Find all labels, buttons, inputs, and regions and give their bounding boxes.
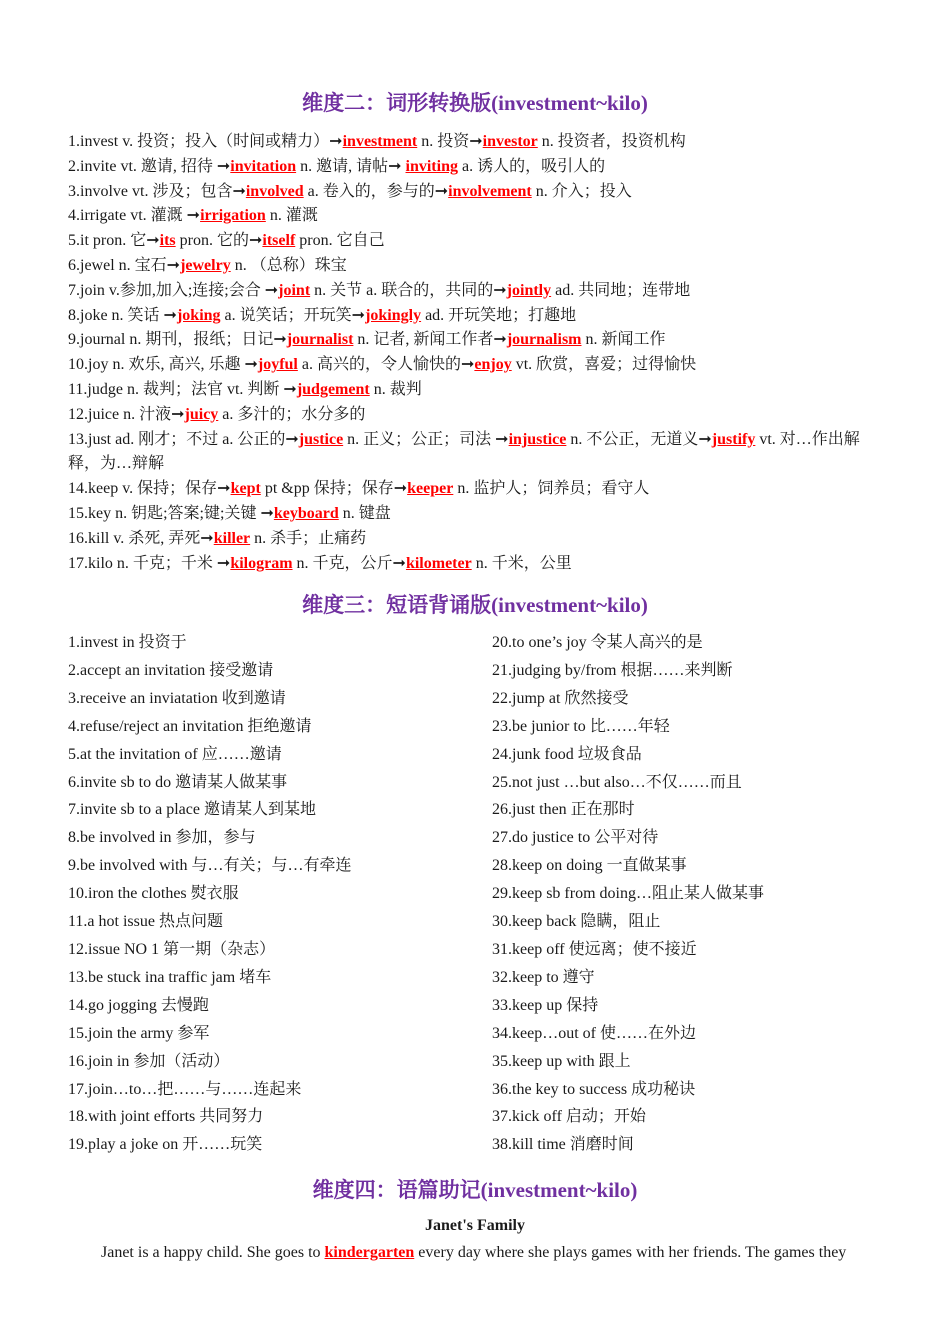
highlight-word: kilometer <box>405 554 472 572</box>
text-segment: Janet is a happy child. She goes to <box>101 1244 325 1261</box>
highlight-word: judgement <box>296 380 370 398</box>
highlight-word: involved <box>245 182 304 200</box>
phrase-item: 2.accept an invitation 接受邀请 <box>68 661 274 679</box>
text-segment: every day where she plays games with her friends. The games they <box>414 1244 847 1261</box>
word-form-line <box>68 130 888 155</box>
text-segment: a. 诱人的，吸引人的 <box>457 157 606 175</box>
highlight-word: juicy <box>184 405 219 423</box>
section-heading-phrases: 维度三：短语背诵版(investment~kilo) <box>302 593 648 617</box>
text-segment: pt &pp 保持；保存➞ <box>260 480 408 498</box>
phrase-item: 16.join in 参加（活动） <box>68 1052 230 1070</box>
highlight-word: keyboard <box>273 504 339 522</box>
text-segment: n. 千米，公里 <box>471 554 572 572</box>
phrase-item: 31.keep off 使远离；使不接近 <box>492 940 697 958</box>
phrase-item: 20.to one’s joy 令某人高兴的是 <box>492 634 703 651</box>
text-segment: n. 裁判 <box>369 380 422 398</box>
phrase-item: 36.the key to success 成功秘诀 <box>492 1080 696 1098</box>
text-segment: n. 正义；公正；司法 ➞ <box>343 430 509 448</box>
phrase-item: 1.invest in 投资于 <box>68 634 187 651</box>
text-segment: n. 关节 a. 联合的，共同的➞ <box>310 281 507 299</box>
phrase-item: 24.junk food 垃圾食品 <box>492 745 642 763</box>
passage-text <box>68 1241 888 1265</box>
text-segment: a. 说笑话；开玩笑➞ <box>220 306 366 324</box>
highlight-word: irrigation <box>200 207 266 225</box>
phrases-column-left <box>68 629 488 1159</box>
highlight-word: investor <box>482 133 538 150</box>
text-segment: n. 键盘 <box>338 504 391 522</box>
phrase-item: 3.receive an inviatation 收到邀请 <box>68 689 286 707</box>
text-segment: a. 多汁的；水分多的 <box>218 405 366 423</box>
phrase-item: 32.keep to 遵守 <box>492 968 595 986</box>
phrase-item: 37.kick off 启动；开始 <box>492 1108 646 1126</box>
phrase-item: 14.go jogging 去慢跑 <box>68 996 209 1014</box>
phrase-item: 30.keep back 隐瞒，阻止 <box>492 913 661 931</box>
text-segment: 10.joy n. 欢乐, 高兴, 乐趣 ➞ <box>68 356 258 374</box>
text-segment: 4.irrigate vt. 灌溉 ➞ <box>68 207 201 225</box>
phrase-item: 29.keep sb from doing…阻止某人做某事 <box>492 885 764 903</box>
phrase-item: 35.keep up with 跟上 <box>492 1052 631 1070</box>
word-form-line <box>68 328 888 353</box>
phrase-item: 4.refuse/reject an invitation 拒绝邀请 <box>68 717 312 735</box>
text-segment: a. 高兴的，令人愉快的➞ <box>297 356 475 374</box>
phrase-item: 21.judging by/from 根据……来判断 <box>492 661 733 679</box>
highlight-word: justice <box>298 430 344 448</box>
highlight-word: justify <box>711 430 756 448</box>
highlight-word: inviting <box>405 157 458 175</box>
text-segment: 7.join v.参加,加入;连接;会合 ➞ <box>68 281 279 299</box>
text-segment: 9.journal n. 期刊，报纸；日记➞ <box>68 331 287 349</box>
phrase-item: 25.not just …but also…不仅……而且 <box>492 773 742 791</box>
phrase-item: 5.at the invitation of 应……邀请 <box>68 745 282 763</box>
phrase-item: 33.keep up 保持 <box>492 996 599 1014</box>
phrase-item: 10.iron the clothes 熨衣服 <box>68 885 239 903</box>
section-heading-word-forms: 维度二：词形转换版(investment~kilo) <box>302 91 648 115</box>
highlight-word: joint <box>278 281 311 299</box>
word-form-line <box>68 279 888 304</box>
phrase-item: 19.play a joke on 开……玩笑 <box>68 1136 263 1154</box>
word-form-line <box>68 353 888 378</box>
phrase-item: 11.a hot issue 热点问题 <box>68 913 223 931</box>
text-segment: 6.jewel n. 宝石➞ <box>68 256 181 274</box>
text-segment: 15.key n. 钥匙;答案;键;关键 ➞ <box>68 504 274 522</box>
highlight-word: kindergarten <box>324 1244 415 1261</box>
phrase-item: 18.with joint efforts 共同努力 <box>68 1108 264 1126</box>
highlight-word: joking <box>176 306 221 324</box>
phrase-item: 13.be stuck ina traffic jam 堵车 <box>68 968 272 986</box>
text-segment: vt. 欣赏，喜爱；过得愉快 <box>511 356 697 374</box>
phrase-item: 34.keep…out of 使……在外边 <box>492 1024 696 1042</box>
highlight-word: jewelry <box>180 256 231 274</box>
word-form-line <box>68 378 888 403</box>
text-segment: n. 新闻工作 <box>581 331 666 349</box>
phrase-item: 27.do justice to 公平对待 <box>492 829 659 847</box>
word-form-line <box>68 527 888 552</box>
text-segment: ad. 共同地；连带地 <box>551 281 691 299</box>
phrases-column-right <box>492 629 912 1159</box>
text-segment: 3.involve vt. 涉及；包含➞ <box>68 182 246 200</box>
text-segment: n. 邀请, 请帖➞ <box>296 157 406 175</box>
text-segment: a. 卷入的，参与的➞ <box>303 182 449 200</box>
highlight-word: joyful <box>257 356 298 374</box>
text-segment: n. 监护人；饲养员；看守人 <box>453 480 650 498</box>
word-form-line <box>68 502 888 527</box>
highlight-word: itself <box>262 232 296 250</box>
phrase-item: 28.keep on doing 一直做某事 <box>492 857 687 875</box>
text-segment: n. 灌溉 <box>265 207 318 225</box>
text-segment: 12.juice n. 汁液➞ <box>68 405 185 423</box>
text-segment: n. 千克，公斤➞ <box>292 554 406 572</box>
text-segment: n. 介入；投入 <box>531 182 632 200</box>
highlight-word: jokingly <box>365 306 422 324</box>
text-segment: pron. 它的➞ <box>175 232 263 250</box>
highlight-word: involvement <box>448 182 532 200</box>
word-form-line <box>68 229 888 254</box>
text-segment: ad. 开玩笑地；打趣地 <box>421 306 577 324</box>
text-segment: 13.just ad. 刚才；不过 a. 公正的➞ <box>68 430 299 448</box>
highlight-word: investment <box>342 133 418 150</box>
word-form-line <box>68 552 888 577</box>
phrase-item: 6.invite sb to do 邀请某人做某事 <box>68 773 288 791</box>
text-segment: 11.judge n. 裁判；法官 vt. 判断 ➞ <box>68 380 297 398</box>
text-segment: n. 杀手；止痛药 <box>250 529 367 547</box>
phrase-item: 9.be involved with 与…有关；与…有牵连 <box>68 857 352 875</box>
word-form-line <box>68 428 888 478</box>
highlight-word: journalism <box>506 331 582 349</box>
text-segment: n. 投资者，投资机构 <box>537 133 686 150</box>
word-form-line <box>68 403 888 428</box>
highlight-word: kilogram <box>230 554 293 572</box>
phrase-item: 7.invite sb to a place 邀请某人到某地 <box>68 801 316 819</box>
word-form-line <box>68 204 888 229</box>
highlight-word: journalist <box>286 331 354 349</box>
text-segment: n. （总称）珠宝 <box>230 256 347 274</box>
text-segment: n. 记者, 新闻工作者➞ <box>353 331 507 349</box>
passage-title: Janet's Family <box>425 1217 525 1234</box>
text-segment: 5.it pron. 它➞ <box>68 232 160 250</box>
highlight-word: enjoy <box>474 356 512 374</box>
phrase-item: 26.just then 正在那时 <box>492 801 635 819</box>
word-forms-list <box>68 130 888 576</box>
word-form-line <box>68 477 888 502</box>
highlight-word: killer <box>213 529 251 547</box>
word-form-line <box>68 304 888 329</box>
text-segment: pron. 它自己 <box>295 232 385 250</box>
highlight-word: invitation <box>230 157 297 175</box>
phrase-item: 38.kill time 消磨时间 <box>492 1136 634 1154</box>
text-segment: 16.kill v. 杀死, 弄死➞ <box>68 529 214 547</box>
text-segment: vt. 对…作出解释，为…辩解 <box>68 430 860 473</box>
phrase-item: 23.be junior to 比……年轻 <box>492 717 670 735</box>
highlight-word: keeper <box>407 480 454 498</box>
text-segment: 17.kilo n. 千克；千米 ➞ <box>68 554 231 572</box>
phrase-item: 15.join the army 参军 <box>68 1024 210 1042</box>
text-segment: 1.invest v. 投资；投入（时间或精力）➞ <box>68 133 343 150</box>
text-segment: n. 不公正，无道义➞ <box>566 430 712 448</box>
text-segment: 2.invite vt. 邀请, 招待 ➞ <box>68 157 231 175</box>
highlight-word: injustice <box>508 430 567 448</box>
text-segment: 14.keep v. 保持；保存➞ <box>68 480 231 498</box>
highlight-word: its <box>159 232 176 250</box>
highlight-word: kept <box>230 480 261 498</box>
text-segment: 8.joke n. 笑话 ➞ <box>68 306 177 324</box>
phrase-item: 17.join…to…把……与……连起来 <box>68 1080 302 1098</box>
word-form-line <box>68 180 888 205</box>
text-segment: n. 投资➞ <box>417 133 483 150</box>
phrase-item: 22.jump at 欣然接受 <box>492 689 629 707</box>
highlight-word: jointly <box>506 281 552 299</box>
phrase-item: 12.issue NO 1 第一期（杂志） <box>68 940 276 958</box>
word-form-line <box>68 155 888 180</box>
section-heading-passage: 维度四：语篇助记(investment~kilo) <box>312 1178 638 1202</box>
word-form-line <box>68 254 888 279</box>
phrase-item: 8.be involved in 参加，参与 <box>68 829 256 847</box>
